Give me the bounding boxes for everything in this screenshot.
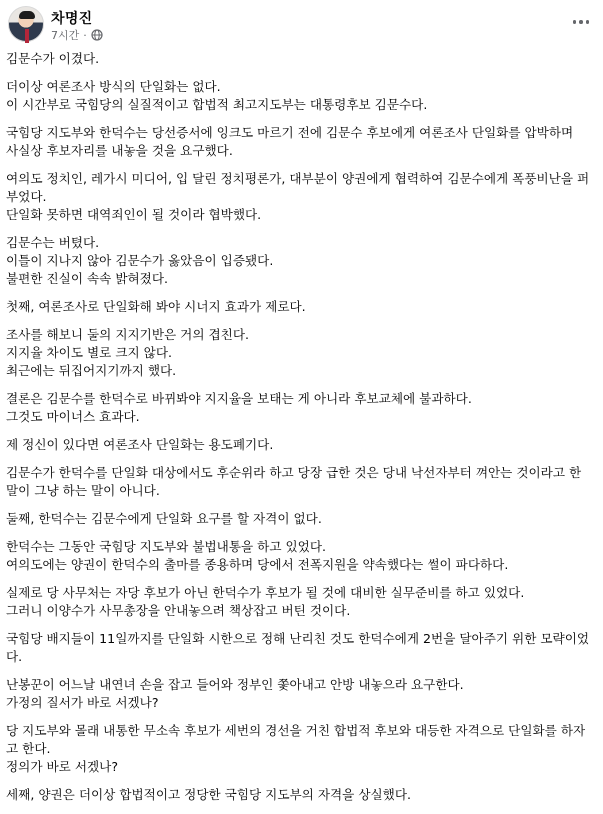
author-name[interactable]: 차명진 bbox=[51, 11, 93, 27]
post-paragraph bbox=[6, 298, 598, 316]
avatar-hair bbox=[19, 11, 35, 19]
avatar-tie bbox=[25, 29, 29, 43]
post-line: 첫째, 여론조사로 단일화해 봐야 시너지 효과가 제로다. bbox=[6, 299, 306, 314]
post-line: 그것도 마이너스 효과다. bbox=[6, 409, 140, 424]
post-line: 그러니 이양수가 사무총장을 안내놓으려 책상잡고 버틴 것이다. bbox=[6, 603, 351, 618]
post-paragraph bbox=[6, 436, 598, 454]
post-line: 불편한 진실이 속속 밝혀졌다. bbox=[6, 271, 168, 286]
post-line: 말이 그냥 하는 말이 아니다. bbox=[6, 483, 160, 498]
post-line: 난봉꾼이 어느날 내연녀 손을 잡고 들어와 정부인 쫓아내고 안방 내놓으라 요구한다. bbox=[6, 677, 464, 692]
post-line: 더이상 여론조사 방식의 단일화는 없다. bbox=[6, 79, 221, 94]
post-line: 최근에는 뒤집어지기까지 했다. bbox=[6, 363, 177, 378]
post-paragraph bbox=[6, 50, 598, 68]
post-line: 여의도에는 양권이 한덕수의 출마를 종용하며 당에서 전폭지원을 약속했다는 썰이 파다하다. bbox=[6, 557, 509, 572]
post-line: 세째, 양권은 더이상 합법적이고 정당한 국힘당 지도부의 자격을 상실했다. bbox=[6, 787, 411, 802]
post-paragraph bbox=[6, 676, 598, 712]
post-paragraph bbox=[6, 124, 598, 160]
post-line: 고 한다. bbox=[6, 741, 51, 756]
post-line: 김문수가 이겼다. bbox=[6, 51, 100, 66]
post-time[interactable]: 7시간 bbox=[51, 29, 80, 42]
post-line: 국힘당 배지들이 11일까지를 단일화 시한으로 정해 난리친 것도 한덕수에게 2번을 달아주기 위한 모략이었다. bbox=[6, 631, 590, 664]
more-options-button[interactable] bbox=[569, 10, 593, 34]
post-line: 정의가 바로 서겠나? bbox=[6, 759, 119, 774]
post-line: 여의도 정치인, 레가시 미디어, 입 달린 정치평론가, 대부분이 양권에게 협력하여 김문수에게 폭풍비난을 퍼 bbox=[6, 171, 590, 186]
post-line: 사실상 후보자리를 내놓을 것을 요구했다. bbox=[6, 143, 233, 158]
more-dot bbox=[579, 20, 583, 24]
post-paragraph bbox=[6, 538, 598, 574]
post-line: 한덕수는 그동안 국힘당 지도부와 불법내통을 하고 있었다. bbox=[6, 539, 326, 554]
post-line: 가정의 질서가 바로 서겠나? bbox=[6, 695, 159, 710]
post-paragraph bbox=[6, 464, 598, 500]
post-line: 김문수는 버텼다. bbox=[6, 235, 100, 250]
post-line: 이 시간부로 국힘당의 실질적이고 합법적 최고지도부는 대통령후보 김문수다. bbox=[6, 97, 428, 112]
post-line: 제 정신이 있다면 여론조사 단일화는 용도폐기다. bbox=[6, 437, 274, 452]
post-line: 결론은 김문수를 한덕수로 바뀌봐야 지지율을 보태는 게 아니라 후보교체에 불과하다. bbox=[6, 391, 472, 406]
post-line: 지지율 차이도 별로 크지 않다. bbox=[6, 345, 173, 360]
more-horizontal-icon bbox=[573, 20, 577, 24]
avatar[interactable] bbox=[8, 6, 44, 42]
post-paragraph bbox=[6, 170, 598, 224]
post-line: 실제로 당 사무처는 자당 후보가 아닌 한덕수가 후보가 될 것에 대비한 실무준비를 하고 있었다. bbox=[6, 585, 525, 600]
post-paragraph bbox=[6, 78, 598, 114]
post-line: 당 지도부와 몰래 내통한 무소속 후보가 세번의 경선을 거친 합법적 후보와 대등한 자격으로 단일화를 하자 bbox=[6, 723, 586, 738]
post-text bbox=[6, 50, 598, 814]
post-paragraph bbox=[6, 584, 598, 620]
meta-separator: · bbox=[83, 28, 87, 42]
post-paragraph bbox=[6, 234, 598, 288]
post-paragraph bbox=[6, 786, 598, 804]
post-line: 이틀이 지나지 않아 김문수가 옳았음이 입증됐다. bbox=[6, 253, 274, 268]
post-header bbox=[0, 0, 603, 44]
more-dot bbox=[586, 20, 590, 24]
post-paragraph bbox=[6, 510, 598, 528]
post-paragraph bbox=[6, 630, 598, 666]
post-paragraph bbox=[6, 390, 598, 426]
post-paragraph bbox=[6, 722, 598, 776]
post-meta bbox=[51, 27, 103, 43]
globe-icon[interactable] bbox=[91, 29, 103, 41]
post-line: 김문수가 한덕수를 단일화 대상에서도 후순위라 하고 당장 급한 것은 당내 낙선자부터 껴안는 것이라고 한 bbox=[6, 465, 582, 480]
post-line: 조사를 해보니 둘의 지지기반은 거의 겹친다. bbox=[6, 327, 249, 342]
post-paragraph bbox=[6, 326, 598, 380]
post-line: 단일화 못하면 대역죄인이 될 것이라 협박했다. bbox=[6, 207, 262, 222]
post-line: 둘째, 한덕수는 김문수에게 단일화 요구를 할 자격이 없다. bbox=[6, 511, 322, 526]
post-line: 국힘당 지도부와 한덕수는 당선증서에 잉크도 마르기 전에 김문수 후보에게 여론조사 단일화를 압박하며 bbox=[6, 125, 574, 140]
post-line: 부었다. bbox=[6, 189, 47, 204]
